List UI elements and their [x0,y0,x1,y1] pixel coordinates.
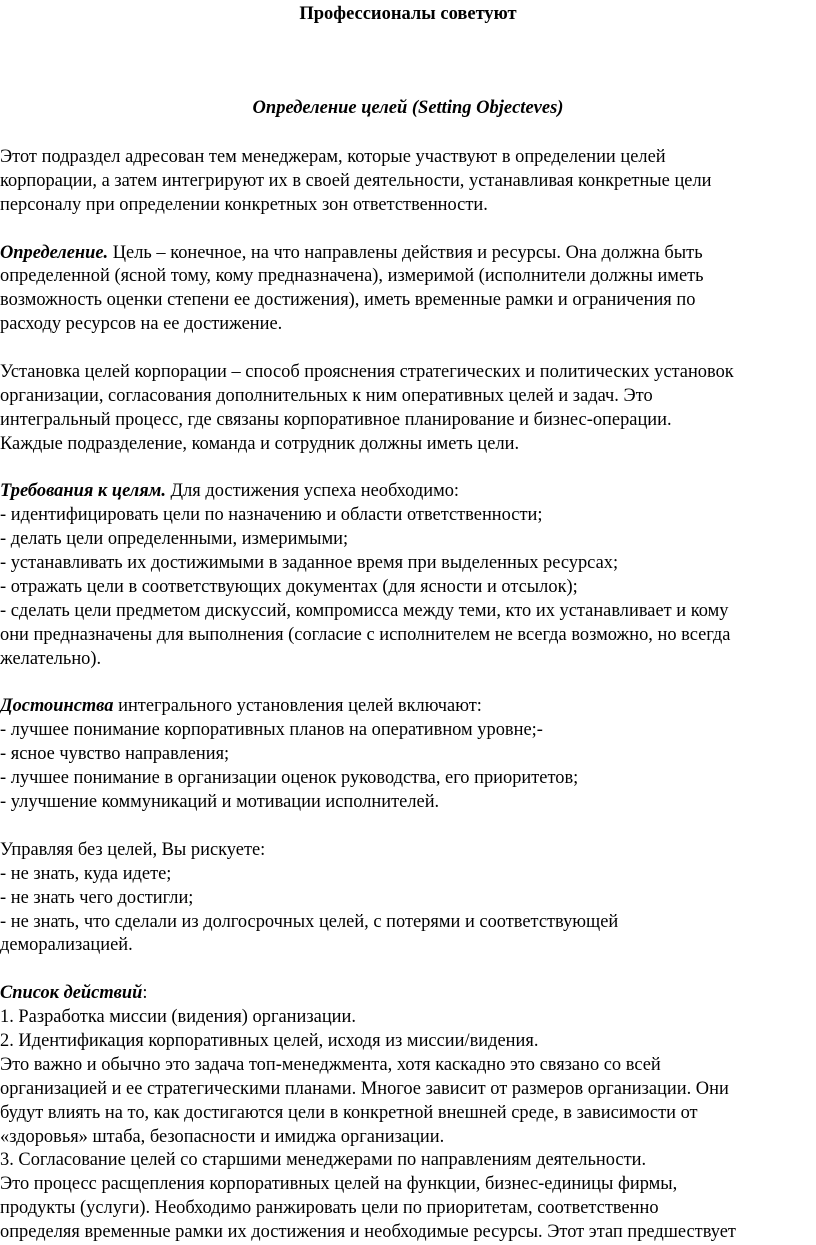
paragraph-gap [0,672,816,696]
list-item: - не знать, что сделали из долгосрочных целей, с потерями и соответствующей [0,911,619,932]
text-line: определенной (ясной тому, кому предназначена), измеримой (исполнители должны иметь [0,266,704,287]
document-body [0,146,816,1245]
text-line: организации, согласования дополнительных к ним оперативных целей и задач. Это [0,385,653,406]
text-line: деморализацией. [0,935,133,956]
text-line: Этот подраздел адресован тем менеджерам, которые участвуют в определении целей [0,147,666,167]
paragraph-requirements [0,480,816,671]
text-line [0,242,812,266]
list-item: - делать цели определенными, измеримыми; [0,529,349,550]
actions-label: Список действий [0,983,143,1004]
advantages-label: Достоинства [0,696,114,717]
text-span: : [142,983,148,1004]
list-item: 3. Согласование целей со старшими менеджерами по направлениям деятельности. [0,1150,647,1171]
paragraph-actions [0,982,816,1245]
list-item: 1. Разработка миссии (видения) организации. [0,1007,356,1028]
text-line: организацией и ее стратегическими планами. Многое зависит от размеров организации. Они [0,1078,729,1099]
paragraph-gap [0,815,816,839]
text-line [0,695,812,719]
list-item: - лучшее понимание корпоративных планов на оперативном уровне;- [0,720,543,741]
requirements-label: Требования к целям. [0,481,166,502]
text-line: Управляя без целей, Вы рискуете: [0,839,266,860]
list-item: - лучшее понимание в организации оценок руководства, его приоритетов; [0,768,579,789]
text-span: интегрального установления целей включают: [113,696,482,717]
text-line: возможность оценки степени ее достижения), иметь временные рамки и ограничения по [0,290,696,311]
list-item: - улучшение коммуникаций и мотивации исполнителей. [0,792,440,813]
text-line: желательно). [0,648,102,669]
list-item: - устанавливать их достижимыми в заданное время при выделенных ресурсах; [0,553,619,574]
paragraph-advantages [0,695,816,814]
text-line: продукты (услуги). Необходимо ранжировать цели по приоритетам, соответственно [0,1198,659,1219]
text-line: интегральный процесс, где связаны корпоративное планирование и бизнес-операции. [0,409,672,430]
text-line: они предназначены для выполнения (согласие с исполнителем не всегда возможно, но всегда [0,624,731,645]
paragraph-intro [0,146,816,218]
text-line: «здоровья» штаба, безопасности и имиджа организации. [0,1126,445,1147]
list-item: - не знать чего достигли; [0,887,194,908]
text-line: Это процесс расщепления корпоративных целей на функции, бизнес-единицы фирмы, [0,1174,678,1195]
text-line [0,982,812,1006]
text-line: определяя временные рамки их достижения и необходимые ресурсы. Этот этап предшествует [0,1222,736,1243]
list-item: - идентифицировать цели по назначению и области ответственности; [0,505,543,526]
paragraph-gap [0,958,816,982]
paragraph-corporate-goals [0,361,816,457]
text-line: персоналу при определении конкретных зон ответственности. [0,194,488,215]
text-line [0,480,812,504]
section-subtitle: Определение целей (Setting Objecteves) [252,98,564,118]
text-line: Установка целей корпорации – способ прояснения стратегических и политических установок [0,362,734,383]
paragraph-definition [0,242,816,338]
text-span: Цель – конечное, на что направлены действия и ресурсы. Она должна быть [108,242,703,263]
text-line: расходу ресурсов на ее достижение. [0,314,283,335]
list-item: - отражать цели в соответствующих документах (для ясности и отсылок); [0,577,578,598]
text-line: будут влиять на то, как достигаются цели в конкретной внешней среде, в зависимости от [0,1102,698,1123]
paragraph-risks [0,839,816,958]
text-line: Каждые подразделение, команда и сотрудник должны иметь цели. [0,433,520,454]
list-item: - сделать цели предметом дискуссий, компромисса между теми, кто их устанавливает и кому [0,600,729,621]
list-item: 2. Идентификация корпоративных целей, исходя из миссии/видения. [0,1030,539,1051]
list-item: - ясное чувство направления; [0,744,230,765]
list-item: - не знать, куда идете; [0,863,172,884]
paragraph-gap [0,337,816,361]
paragraph-gap [0,457,816,481]
text-line: корпорации, а затем интегрируют их в своей деятельности, устанавливая конкретные цели [0,170,712,191]
definition-label: Определение. [0,242,109,263]
paragraph-gap [0,218,816,242]
document-title: Профессионалы советуют [299,4,517,24]
text-span: Для достижения успеха необходимо: [165,481,460,502]
text-line: Это важно и обычно это задача топ-менеджмента, хотя каскадно это связано со всей [0,1054,661,1075]
